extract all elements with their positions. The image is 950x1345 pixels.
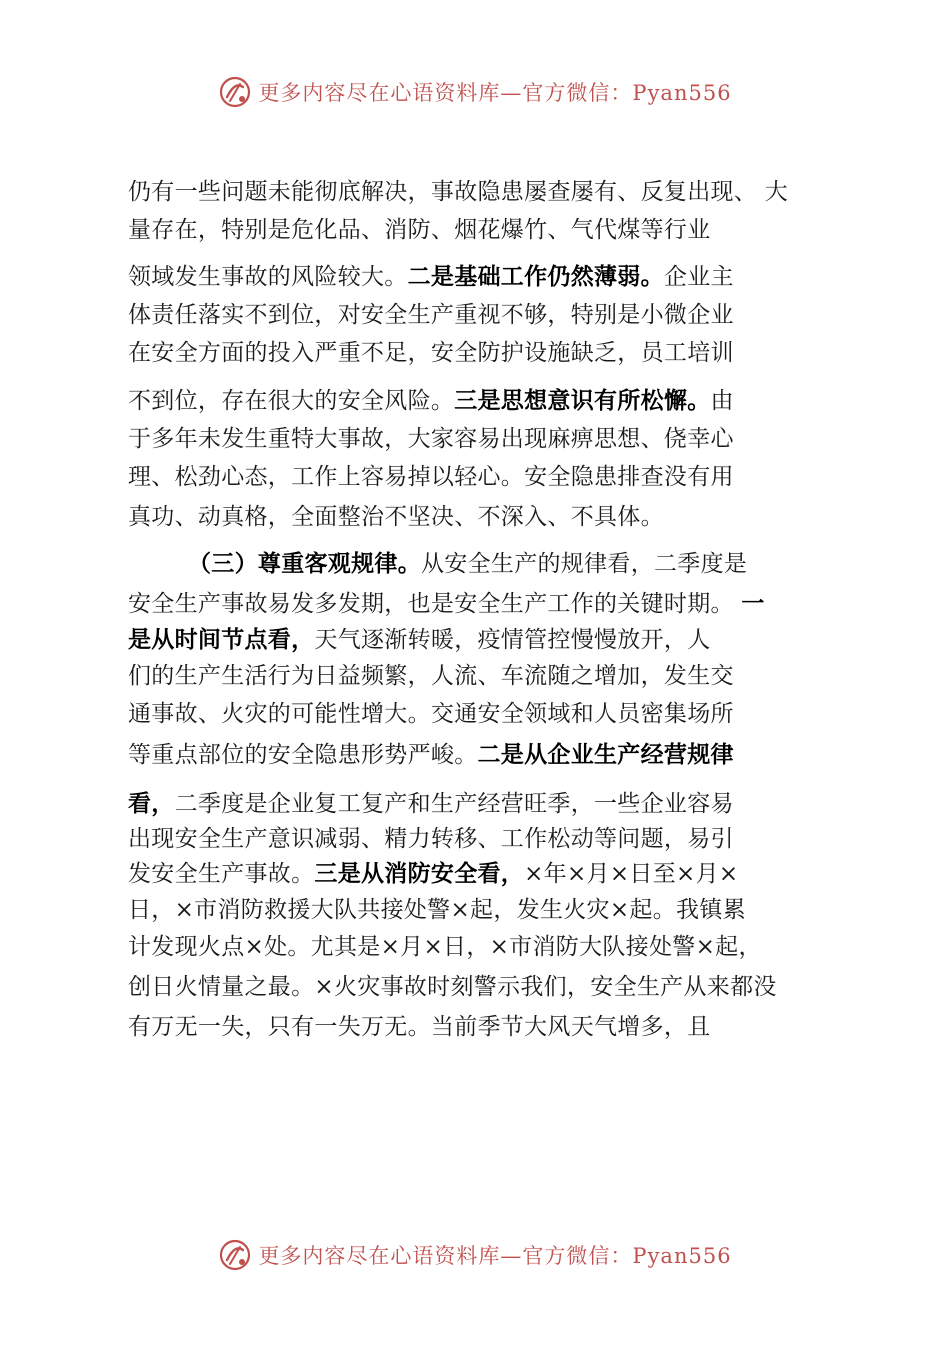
text-run: 不到位，存在很大的安全风险。 [128,388,455,414]
text-run: 出现安全生产意识减弱、精力转移、工作松动等问题，易引 [128,826,734,852]
bold-phrase: 一 [741,591,765,617]
text-run: ×年×月×日至×月× [524,861,739,887]
text-run: 安全生产事故易发多发期，也是安全生产工作的关键时期。 [128,591,742,617]
text-run: 等重点部位的安全隐患形势严峻。 [128,742,478,768]
text-line [128,260,734,294]
bold-phrase: 二是从企业生产经营规律 [477,742,734,768]
text-line [128,587,765,621]
text-line [188,547,747,581]
text-line [128,1010,711,1044]
text-run: 由 [710,388,734,414]
text-line [128,298,734,332]
text-line [128,930,762,964]
text-run: 有万无一失，只有一失万无。当前季节大风天气增多，且 [128,1014,711,1040]
text-run: 从安全生产的规律看，二季度是 [421,551,748,577]
text-line [128,970,777,1004]
bold-phrase: 三是思想意识有所松懈。 [454,388,711,414]
footer-watermark [0,1235,950,1275]
text-line [128,175,788,209]
text-run: 日，×市消防救援大队共接处警×起，发生火灾×起。我镇累 [128,897,746,923]
text-line [128,787,734,821]
text-run: 真功、动真格，全面整治不坚决、不深入、不具体。 [128,504,664,530]
watermark-text: 更多内容尽在心语资料库—官方微信：Pyan556 [258,1244,732,1268]
text-line [128,697,734,731]
text-run: 仍有一些问题未能彻底解决，事故隐患屡查屡有、反复出现、 大 [128,179,789,205]
text-run: 量存在，特别是危化品、消防、烟花爆竹、气代煤等行业 [128,217,711,243]
text-run: 二季度是企业复工复产和生产经营旺季，一些企业容易 [174,791,734,817]
text-run: 发安全生产事故。 [128,861,315,887]
text-run: 企业主 [663,264,734,290]
text-line [128,384,734,418]
seal-logo-icon [218,1238,252,1272]
text-line [128,857,738,891]
text-run: 天气逐渐转暖，疫情管控慢慢放开，人 [314,627,711,653]
bold-phrase: （三）尊重客观规律。 [188,551,421,577]
text-line [128,822,734,856]
bold-phrase: 二是基础工作仍然薄弱。 [407,264,664,290]
text-run: 计发现火点×处。尤其是×月×日，×市消防大队接处警×起， [128,934,762,960]
watermark-text: 更多内容尽在心语资料库—官方微信：Pyan556 [258,81,732,105]
text-run: 体责任落实不到位，对安全生产重视不够，特别是小微企业 [128,302,734,328]
text-line [128,738,734,772]
text-run: 于多年未发生重特大事故，大家容易出现麻痹思想、侥幸心 [128,426,734,452]
text-run: 理、松劲心态，工作上容易掉以轻心。安全隐患排查没有用 [128,464,734,490]
text-run: 们的生产生活行为日益频繁，人流、车流随之增加，发生交 [128,663,734,689]
text-run: 创日火情量之最。×火灾事故时刻警示我们，安全生产从来都没 [128,974,777,1000]
text-run: 领域发生事故的风险较大。 [128,264,408,290]
text-line [128,500,664,534]
text-line [128,460,734,494]
text-line [128,213,711,247]
bold-phrase: 三是从消防安全看， [314,861,525,887]
text-line [128,893,746,927]
bold-phrase: 看， [128,791,175,817]
text-line [128,422,734,456]
text-run: 通事故、火灾的可能性增大。交通安全领域和人员密集场所 [128,701,734,727]
text-line [128,336,734,370]
text-line [128,623,711,657]
text-line [128,659,734,693]
text-run: 在安全方面的投入严重不足，安全防护设施缺乏，员工培训 [128,340,734,366]
bold-phrase: 是从时间节点看， [128,627,315,653]
